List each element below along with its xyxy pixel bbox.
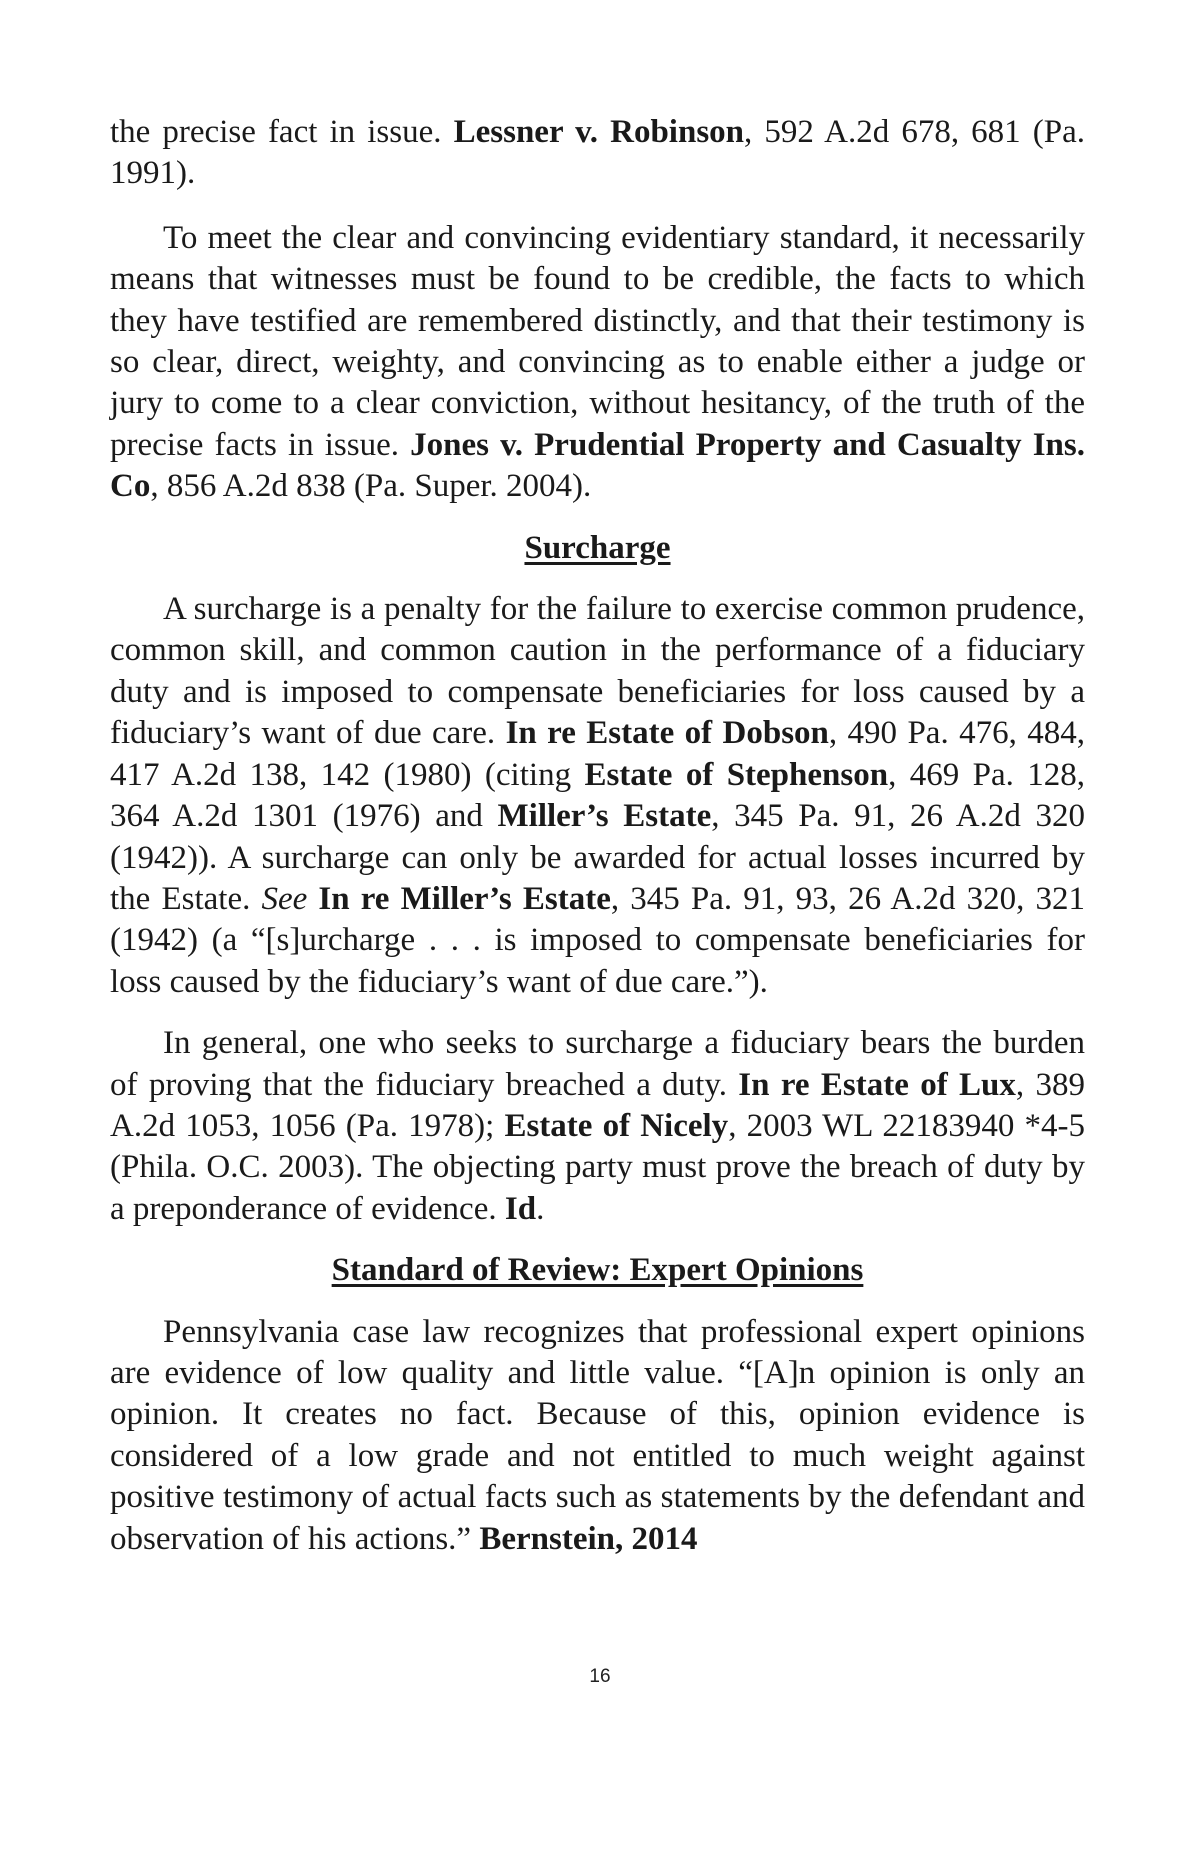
- paragraph-surcharge-definition: [110, 589, 1085, 1003]
- text-run: , 345 Pa. 91, 26 A.2d 320 (1942)). A surcharge can only be awarded for actual losses incurred by the Estate.: [110, 798, 1085, 917]
- paragraph-burden-of-proof: [110, 1023, 1085, 1230]
- text-run: , 856 A.2d 838 (Pa. Super. 2004).: [150, 468, 592, 505]
- page-number: 16: [589, 1666, 611, 1687]
- text-run: .: [536, 1190, 545, 1227]
- case-citation: Lessner v. Robinson: [453, 114, 745, 150]
- case-citation: Bernstein, 2014: [479, 1520, 698, 1557]
- text-run: To meet the clear and convincing evidentiary standard, it necessarily means that witnesses must be found to be credible, the facts to which they have testified are remembered distinctly, and that their testimony is so clear, direct, weighty, and convincing as to enable either a judge or jury to come to a clear conviction, without hesitancy, of the truth of the precise facts in issue.: [110, 219, 1085, 463]
- section-heading-surcharge: Surcharge: [524, 529, 671, 566]
- text-run: the precise fact in issue.: [110, 114, 454, 150]
- text-run: In general, one who seeks to surcharge a fiduciary bears the burden of proving that the fiduciary breached a duty.: [110, 1025, 1085, 1103]
- text-run: , 389 A.2d 1053, 1056 (Pa. 1978);: [110, 1066, 1085, 1144]
- signal-word: See: [261, 880, 308, 917]
- text-run: , 2003 WL 22183940 *4-5 (Phila. O.C. 2003). The objecting party must prove the breach of duty by a preponderance of evidence.: [110, 1107, 1085, 1227]
- case-citation: Jones v. Prudential Property and Casualty Ins. Co: [110, 426, 1085, 505]
- case-citation: In re Estate of Dobson: [505, 715, 829, 752]
- text-run: , 490 Pa. 476, 484, 417 A.2d 138, 142 (1980) (citing: [110, 715, 1085, 793]
- text-run: , 345 Pa. 91, 93, 26 A.2d 320, 321 (1942) (a “[s]urcharge . . . is imposed to compensate beneficiaries for loss caused by the fiduciary’s want of due care.”).: [110, 880, 1086, 1000]
- case-citation: In re Estate of Lux: [738, 1066, 1016, 1103]
- text-run: , 469 Pa. 128, 364 A.2d 1301 (1976) and: [110, 756, 1086, 835]
- text-run: [307, 881, 318, 917]
- paragraph-expert-opinions: [110, 1312, 1085, 1560]
- text-run: , 592 A.2d 678, 681 (Pa. 1991).: [110, 114, 1085, 192]
- document-page: [110, 112, 1085, 1580]
- paragraph-continuation: [110, 112, 1085, 195]
- paragraph-clear-convincing: [110, 218, 1085, 508]
- case-citation: Miller’s Estate: [497, 798, 712, 835]
- text-run: Pennsylvania case law recognizes that professional expert opinions are evidence of low quality and little value. “[A]n opinion is only an opinion. It creates no fact. Because of this, opinion evidence is considered of a low grade and not entitled to much weight against positive testimony of actual facts such as statements by the defendant and observation of his actions.”: [110, 1313, 1085, 1557]
- case-citation: In re Miller’s Estate: [318, 880, 611, 917]
- case-citation: Estate of Nicely: [504, 1107, 729, 1144]
- section-heading-standard-of-review: Standard of Review: Expert Opinions: [331, 1252, 864, 1289]
- text-run: A surcharge is a penalty for the failure to exercise common prudence, common skill, and common caution in the performance of a fiduciary duty and is imposed to compensate beneficiaries for loss caused by a fiduciary’s want of due care.: [110, 591, 1085, 752]
- case-citation: Estate of Stephenson: [584, 756, 889, 793]
- case-citation: Id: [504, 1190, 537, 1227]
